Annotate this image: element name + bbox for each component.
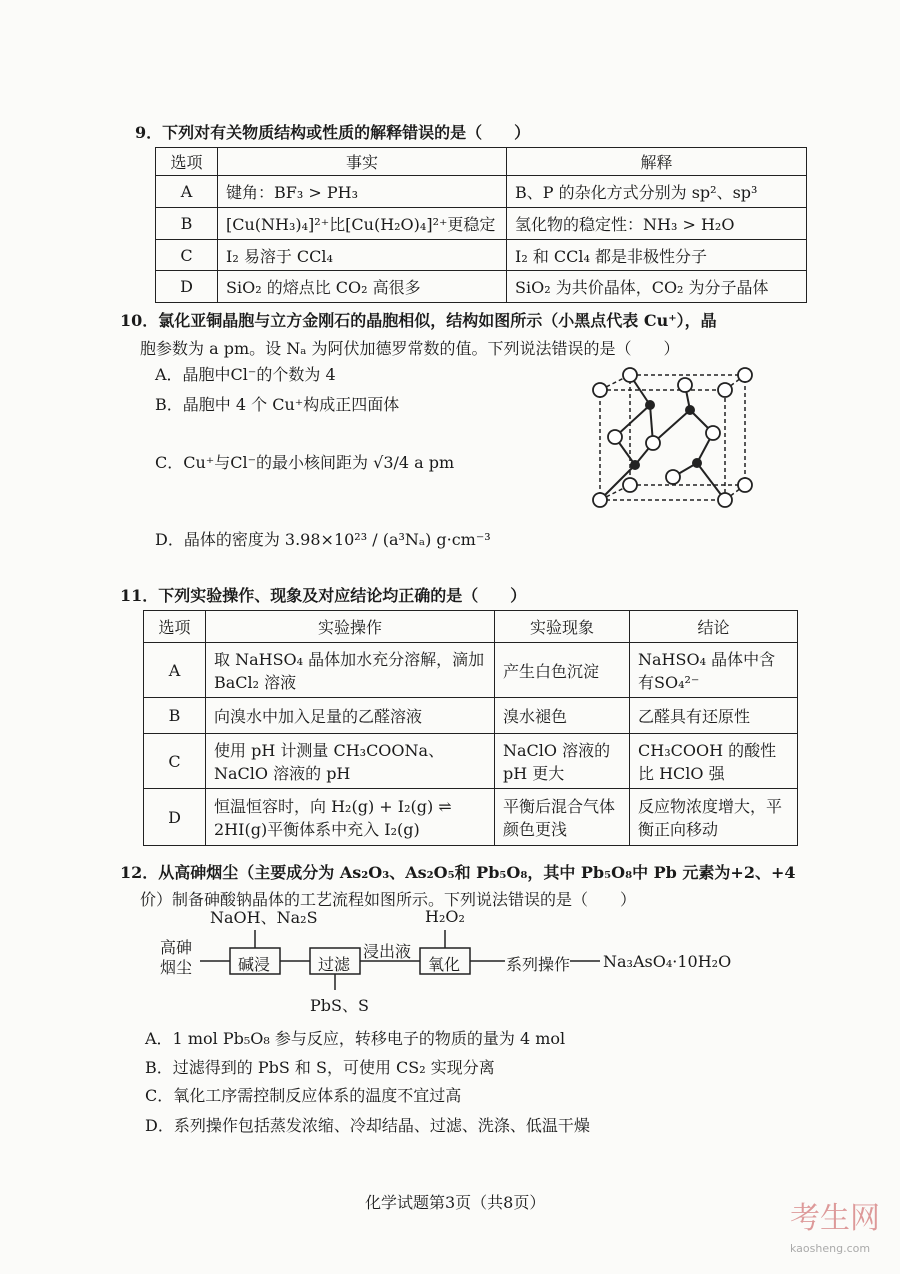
step-series: 系列操作 bbox=[506, 955, 571, 974]
table-cell: 取 NaHSO₄ 晶体加水充分溶解，滴加 BaCl₂ 溶液 bbox=[206, 643, 495, 698]
q10-option-d: D．晶体的密度为 3.98×10²³ / (a³Nₐ) g·cm⁻³ bbox=[155, 530, 491, 549]
table-row bbox=[156, 240, 807, 271]
residue-label: PbS、S bbox=[310, 996, 369, 1015]
table-row bbox=[144, 734, 798, 789]
table-cell: 结论 bbox=[630, 611, 798, 643]
q10-option-b: B．晶胞中 4 个 Cu⁺构成正四面体 bbox=[155, 395, 400, 414]
table-cell: I₂ 易溶于 CCl₄ bbox=[218, 240, 507, 271]
table-cell: 产生白色沉淀 bbox=[495, 643, 630, 698]
q12-stem: 12．从高砷烟尘（主要成分为 As₂O₃、As₂O₅和 Pb₅O₈，其中 Pb₅O₈中 Pb 元素为+2、+4 bbox=[120, 863, 796, 882]
table-cell: SiO₂ 为共价晶体，CO₂ 为分子晶体 bbox=[507, 271, 807, 303]
reagent-label: H₂O₂ bbox=[425, 907, 465, 926]
q10-option-a: A．晶胞中Cl⁻的个数为 4 bbox=[155, 365, 336, 384]
q11-table bbox=[143, 610, 798, 846]
watermark-url: kaosheng.com bbox=[790, 1242, 871, 1255]
process-flow-diagram bbox=[160, 905, 780, 1015]
table-row bbox=[156, 271, 807, 303]
q12-option-d: D．系列操作包括蒸发浓缩、冷却结晶、过滤、洗涤、低温干燥 bbox=[145, 1116, 590, 1135]
table-cell: B、P 的杂化方式分别为 sp²、sp³ bbox=[507, 176, 807, 208]
table-cell: A bbox=[144, 643, 206, 698]
table-cell: 乙醛具有还原性 bbox=[630, 698, 798, 734]
q10-stem: 10．氯化亚铜晶胞与立方金刚石的晶胞相似，结构如图所示（小黑点代表 Cu⁺），晶 bbox=[120, 311, 717, 330]
page-footer: 化学试题第3页（共8页） bbox=[365, 1193, 546, 1212]
step-oxidation: 氧化 bbox=[428, 955, 461, 974]
table-cell: I₂ 和 CCl₄ 都是非极性分子 bbox=[507, 240, 807, 271]
product-label: Na₃AsO₄·10H₂O bbox=[603, 952, 732, 971]
table-row bbox=[144, 789, 798, 846]
q12-stem-cont: 价）制备砷酸钠晶体的工艺流程如图所示。下列说法错误的是（ ） bbox=[140, 890, 637, 909]
table-cell: C bbox=[156, 240, 218, 271]
table-cell: 平衡后混合气体颜色更浅 bbox=[495, 789, 630, 846]
table-cell: 氢化物的稳定性：NH₃ > H₂O bbox=[507, 208, 807, 240]
table-row bbox=[144, 698, 798, 734]
table-cell: D bbox=[144, 789, 206, 846]
q9-table bbox=[155, 147, 807, 303]
crystal-cell-diagram bbox=[585, 365, 755, 510]
q9-stem: 9．下列对有关物质结构或性质的解释错误的是（ ） bbox=[135, 123, 531, 142]
header: 事实 bbox=[218, 148, 507, 176]
reagent-label: NaOH、Na₂S bbox=[210, 908, 318, 927]
table-cell: C bbox=[144, 734, 206, 789]
table-cell: D bbox=[156, 271, 218, 303]
start-material: 高砷烟尘 bbox=[160, 938, 193, 977]
table-row bbox=[156, 176, 807, 208]
table-cell: A bbox=[156, 176, 218, 208]
table-cell: NaClO 溶液的 pH 更大 bbox=[495, 734, 630, 789]
step-leaching: 碱浸 bbox=[238, 955, 271, 974]
header: 选项 bbox=[156, 148, 218, 176]
watermark-text: 考生网 bbox=[790, 1201, 880, 1236]
q12-option-b: B．过滤得到的 PbS 和 S，可使用 CS₂ 实现分离 bbox=[145, 1058, 495, 1077]
header: 解释 bbox=[507, 148, 807, 176]
q12-option-a: A．1 mol Pb₅O₈ 参与反应，转移电子的物质的量为 4 mol bbox=[145, 1029, 566, 1048]
filtrate-label: 浸出液 bbox=[363, 942, 412, 961]
table-cell: [Cu(NH₃)₄]²⁺比[Cu(H₂O)₄]²⁺更稳定 bbox=[218, 208, 507, 240]
table-cell: B bbox=[156, 208, 218, 240]
table-row bbox=[144, 643, 798, 698]
table-cell: 反应物浓度增大，平衡正向移动 bbox=[630, 789, 798, 846]
table-cell: 键角：BF₃ > PH₃ bbox=[218, 176, 507, 208]
table-cell: NaHSO₄ 晶体中含有SO₄²⁻ bbox=[630, 643, 798, 698]
step-filter: 过滤 bbox=[318, 955, 351, 974]
table-cell: 实验操作 bbox=[206, 611, 495, 643]
table-row bbox=[156, 208, 807, 240]
table-cell: 向溴水中加入足量的乙醛溶液 bbox=[206, 698, 495, 734]
table-cell: 恒温恒容时，向 H₂(g) + I₂(g) ⇌ 2HI(g)平衡体系中充入 I₂(g) bbox=[206, 789, 495, 846]
table-cell: CH₃COOH 的酸性比 HClO 强 bbox=[630, 734, 798, 789]
watermark bbox=[790, 1193, 880, 1256]
q12-option-c: C．氧化工序需控制反应体系的温度不宜过高 bbox=[145, 1086, 462, 1105]
table-cell: 实验现象 bbox=[495, 611, 630, 643]
q10-option-c: C．Cu⁺与Cl⁻的最小核间距为 √3/4 a pm bbox=[155, 453, 455, 472]
table-cell: B bbox=[144, 698, 206, 734]
q10-stem-cont: 胞参数为 a pm。设 Nₐ 为阿伏加德罗常数的值。下列说法错误的是（ ） bbox=[140, 339, 680, 358]
table-cell: 选项 bbox=[144, 611, 206, 643]
table-cell: SiO₂ 的熔点比 CO₂ 高很多 bbox=[218, 271, 507, 303]
q11-stem: 11．下列实验操作、现象及对应结论均正确的是（ ） bbox=[120, 586, 527, 605]
table-cell: 溴水褪色 bbox=[495, 698, 630, 734]
table-cell: 使用 pH 计测量 CH₃COONa、NaClO 溶液的 pH bbox=[206, 734, 495, 789]
